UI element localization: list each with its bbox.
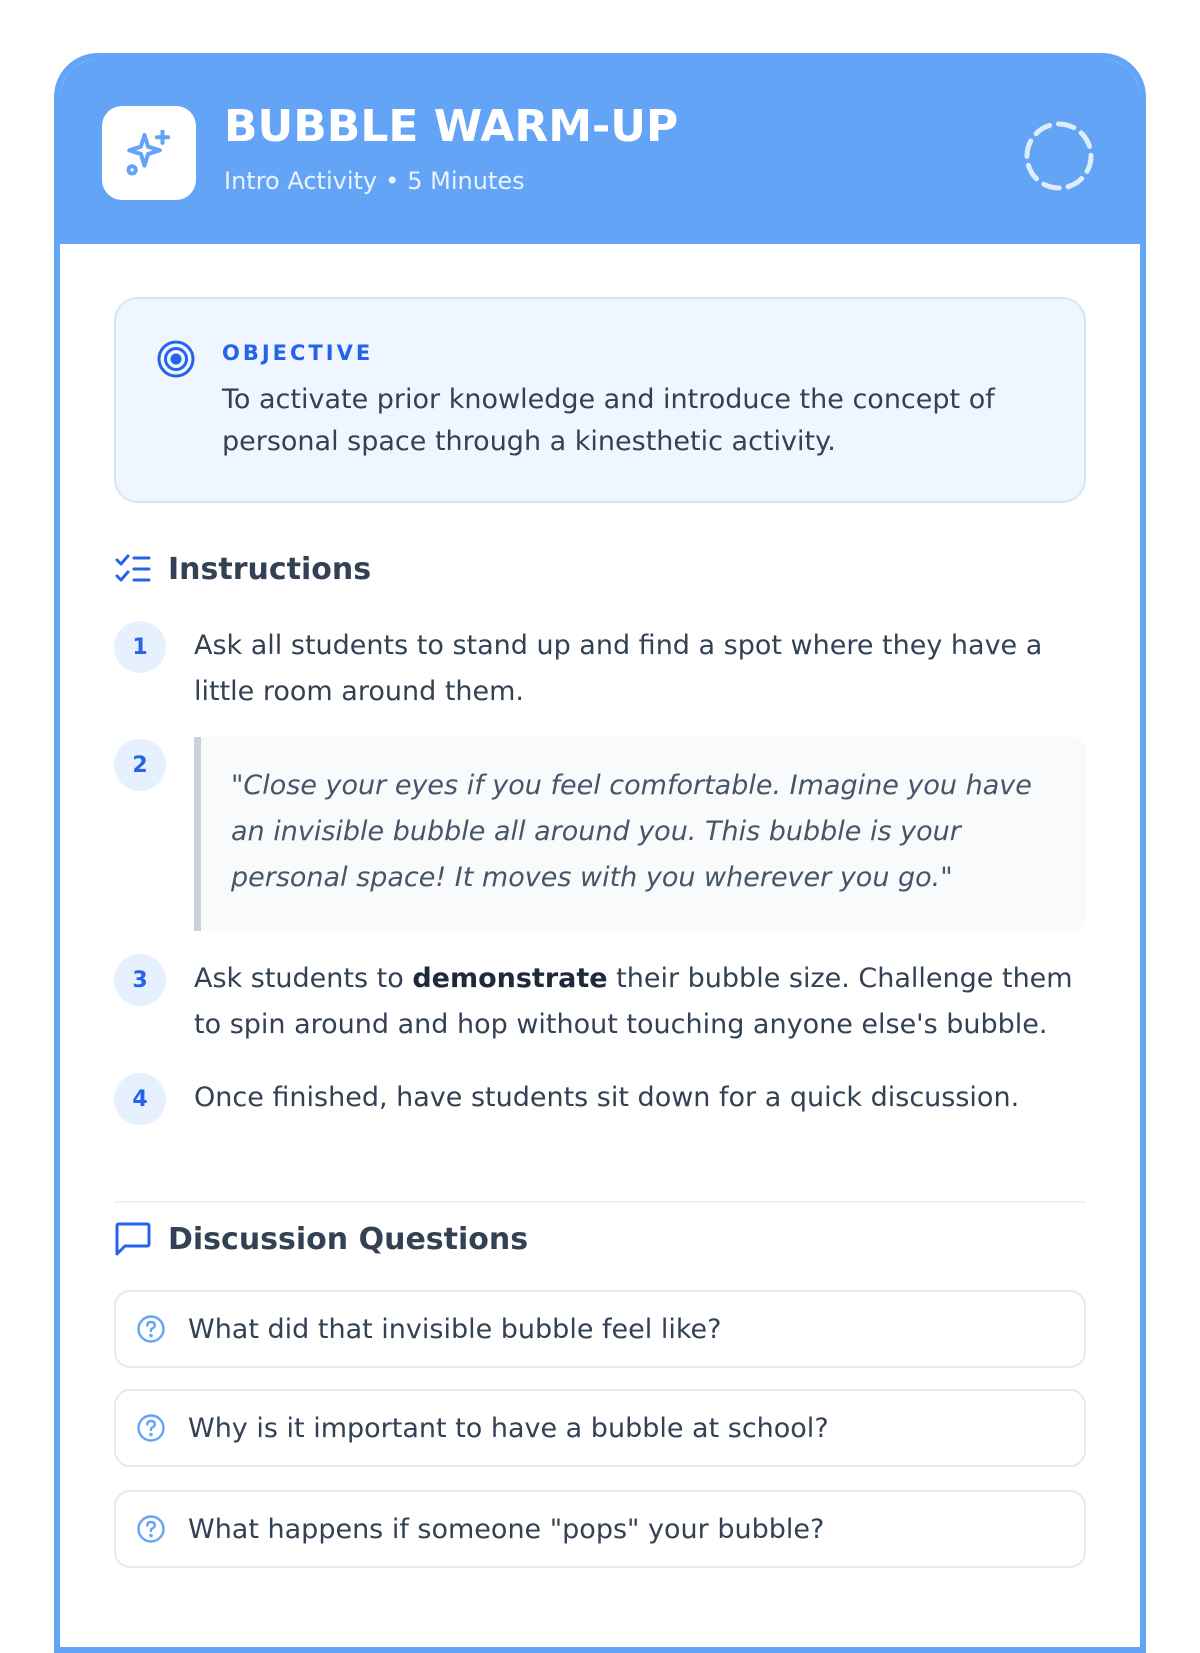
step-text: Once finished, have students sit down for a quick discussion. [194, 1082, 1020, 1113]
activity-meta [224, 167, 525, 195]
discussion-question-1 [114, 1290, 1086, 1368]
question-circle-icon [136, 1413, 166, 1443]
sparkles-icon [122, 126, 176, 180]
activity-card [54, 53, 1146, 1653]
discussion-question-2 [114, 1389, 1086, 1467]
question-text: Why is it important to have a bubble at school? [188, 1412, 829, 1444]
question-circle-icon [136, 1314, 166, 1344]
chat-bubble-icon [114, 1221, 154, 1257]
step-text-after: their bubble size. Challenge them to spin around and hop without touching anyone else's bubble. [194, 963, 1073, 1040]
activity-duration: 5 Minutes [407, 167, 525, 195]
card-header [60, 59, 1140, 244]
page-title: BUBBLE WARM-UP [224, 101, 679, 152]
teacher-script-quote: "Close your eyes if you feel comfortable. Imagine you have an invisible bubble all around you. This bubble is your personal space! It moves with you wherever you go." [194, 737, 1086, 931]
section-divider [114, 1201, 1086, 1203]
step-text: Ask all students to stand up and find a spot where they have a little room around them. [194, 630, 1043, 707]
discussion-heading-text: Discussion Questions [168, 1221, 529, 1257]
discussion-heading [114, 1221, 528, 1257]
question-circle-icon [136, 1514, 166, 1544]
step-text [194, 956, 1086, 1048]
step-number: 1 [114, 621, 166, 673]
objective-box [114, 297, 1086, 503]
step-number: 2 [114, 739, 166, 791]
step-number: 4 [114, 1073, 166, 1125]
instructions-heading [114, 551, 371, 587]
instructions-heading-text: Instructions [168, 551, 372, 587]
loading-spinner-icon [1022, 119, 1096, 193]
meta-separator: • [385, 167, 400, 195]
activity-logo [102, 106, 196, 200]
step-number: 3 [114, 954, 166, 1006]
target-icon [156, 339, 196, 379]
step-text-emphasis: demonstrate [412, 963, 608, 994]
checklist-icon [114, 551, 154, 587]
step-text-before: Ask students to [194, 963, 413, 994]
objective-text: To activate prior knowledge and introduce the concept of personal space through a kinesthetic activity. [222, 384, 995, 457]
discussion-question-3 [114, 1490, 1086, 1568]
objective-label: OBJECTIVE [222, 341, 374, 365]
question-text: What did that invisible bubble feel like? [188, 1313, 722, 1345]
activity-type: Intro Activity [224, 167, 378, 195]
question-text: What happens if someone "pops" your bubble? [188, 1513, 825, 1545]
